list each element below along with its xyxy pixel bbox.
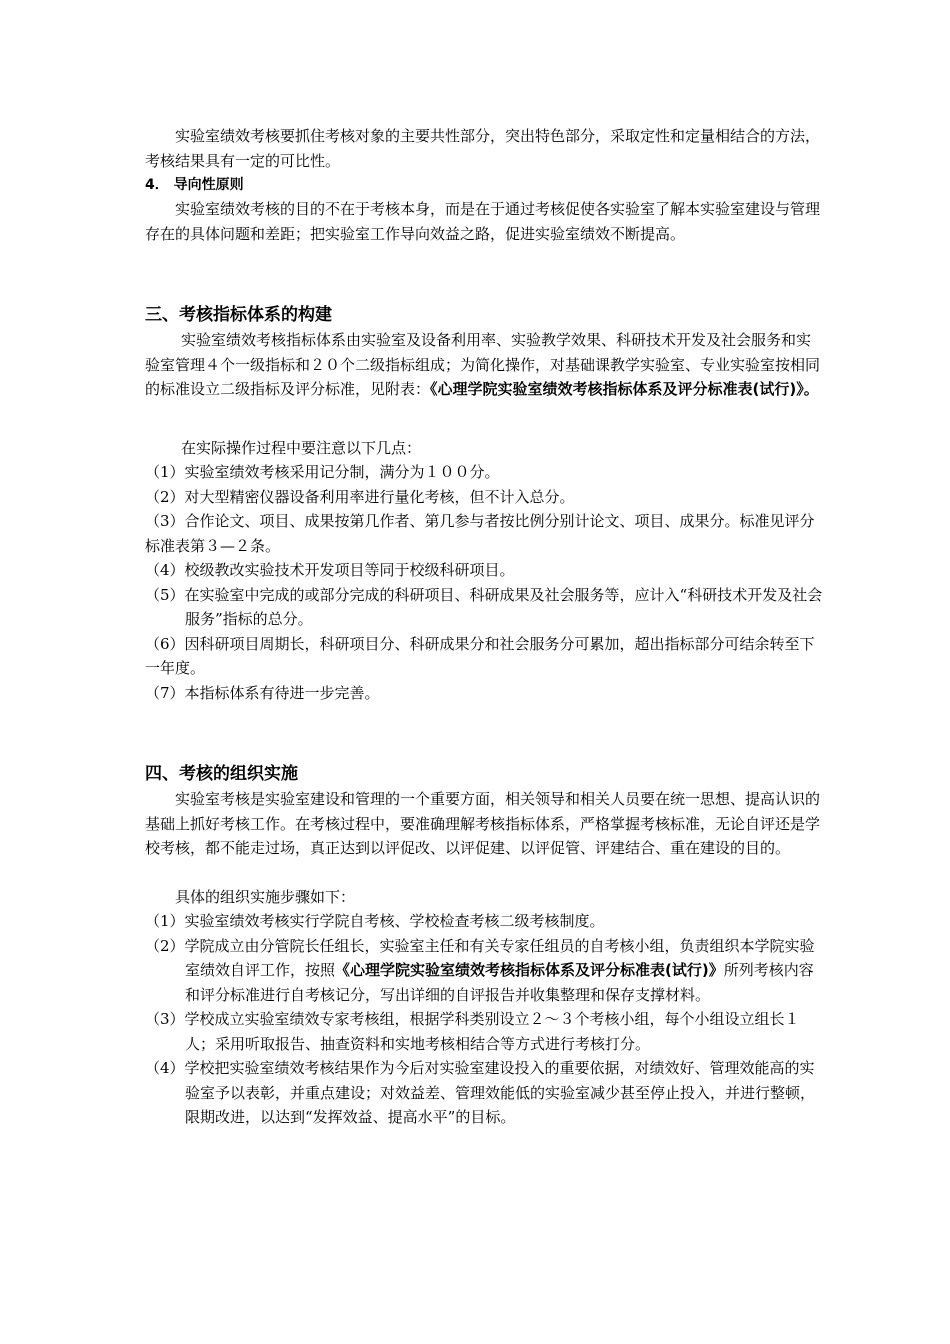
step-item-1: （1）实验室绩效考核实行学院自考核、学校检查考核二级考核制度。 [145,912,605,930]
paragraph-comparability: 实验室绩效考核要抓住考核对象的主要共性部分，突出特色部分，采取定性和定量相结合的方法，考核结果具有一定的可比性。 [145,127,821,170]
note-item-6: （6）因科研项目周期长，科研项目分、科研成果分和社会服务分可累加，超出指标部分可结余转至下一年度。 [145,634,815,677]
notes-intro: 在实际操作过程中要注意以下几点： [181,438,422,457]
step-item-2 [145,934,825,1008]
subheading-guidance-principle: 4． 导向性原则 [145,177,244,193]
note-item-7: （7）本指标体系有待进一步完善。 [145,683,380,702]
step-item-4: （4）学校把实验室绩效考核结果作为今后对实验室建设投入的重要依据，对绩效好、管理效能高的实验室予以表彰，并重点建设；对效益差、管理效能低的实验室减少甚至停止投入，并进行整顿，限期改进，以达到“发挥效益、提高水平”的目标。 [145,1059,816,1126]
section-3-intro-text: 实验室绩效考核指标体系由实验室及设备利用率、实验教学效果、科研技术开发及社会服务和实验室管理４个一级指标和２０个二级指标组成；为简化操作，对基础课教学实验室、专业实验室按相同的标准设立二级指标及评分标准，见附表： [145,331,821,398]
steps-intro: 具体的组织实施步骤如下： [175,887,356,906]
note-item-4: （4）校级教改实验技术开发项目等同于校级科研项目。 [145,561,515,579]
note-item-2: （2）对大型精密仪器设备利用率进行量化考核，但不计入总分。 [145,487,575,506]
step-item-3: （3）学校成立实验室绩效专家考核组，根据学科类别设立２～３个考核小组，每个小组设立组长１人；采用听取报告、抽查资料和实地考核相结合等方式进行考核打分。 [145,1010,800,1053]
note-item-1: （1）实验室绩效考核采用记分制，满分为１００分。 [145,463,500,481]
section-3-title: 三、考核指标体系的构建 [145,305,332,325]
section-4-intro: 实验室考核是实验室建设和管理的一个重要方面，相关领导和相关人员要在统一思想、提高认识的基础上抓好考核工作。在考核过程中，要准确理解考核指标体系，严格掌握考核标准，无论自评还是学校考核，都不能走过场，真正达到以评促改、以评促建、以评促管、评建结合、重在建设的目的。 [145,790,821,857]
step-item-2-text-b: 所列考核内容和评分标准进行自考核记分，写出详细的自评报告并收集整理和保存支撑材料。 [185,961,814,1004]
step-item-2-table-reference: 《心理学院实验室绩效考核指标体系及评分标准表(试行)》 [335,961,724,979]
step-item-2-text-a: （2）学院成立由分管院长任组长，实验室主任和有关专家任组员的自考核小组，负责组织本学院实验室绩效自评工作，按照 [145,936,815,979]
paragraph-guidance: 实验室绩效考核的目的不在于考核本身，而是在于通过考核促使各实验室了解本实验室建设与管理存在的具体问题和差距；把实验室工作导向效益之路，促进实验室绩效不断提高。 [145,200,821,243]
note-item-5: （5）在实验室中完成的或部分完成的科研项目、科研成果及社会服务等，应计入“科研技术开发及社会服务”指标的总分。 [145,585,823,628]
section-4-title: 四、考核的组织实施 [145,764,298,784]
note-item-3: （3）合作论文、项目、成果按第几作者、第几参与者按比例分别计论文、项目、成果分。标准见评分标准表第３—２条。 [145,512,815,555]
section-3-intro [145,328,825,402]
document-body [145,124,825,1130]
appendix-table-reference: 《心理学院实验室绩效考核指标体系及评分标准表(试行)》。 [430,380,819,398]
